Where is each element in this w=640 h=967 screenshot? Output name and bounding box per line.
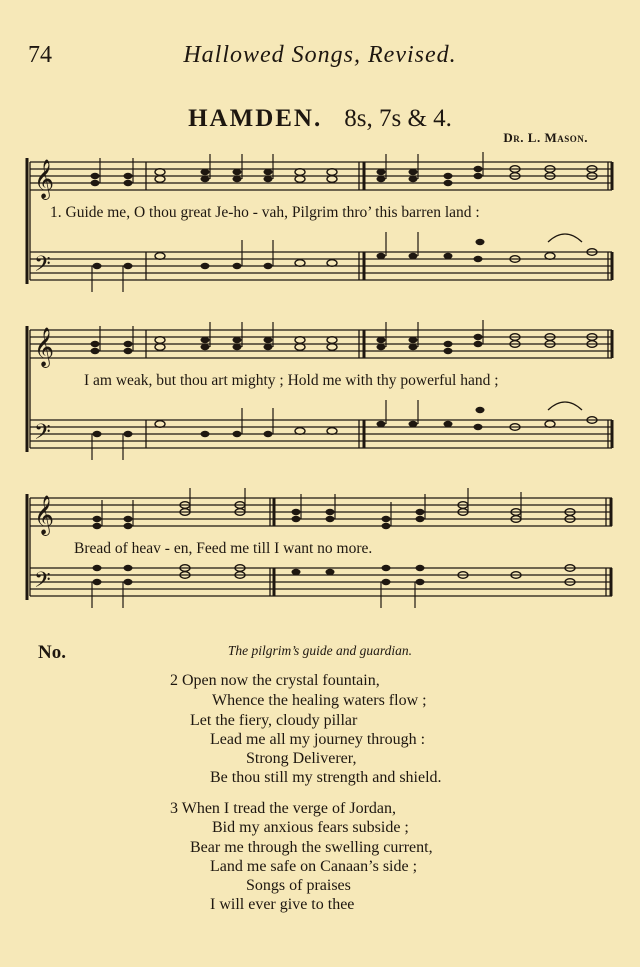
svg-text:𝄞: 𝄞 (34, 327, 55, 367)
tune-meter: 8s, 7s & 4. (344, 105, 452, 132)
music-system-2 (0, 318, 640, 468)
verse-3-line-6: I will ever give to thee (210, 896, 355, 913)
composer: Dr. L. Mason. (503, 130, 588, 145)
verse-2-line-1: 2 Open now the crystal fountain, (170, 672, 380, 689)
lyric-line-2: I am weak, but thou art mighty ; Hold me with thy powerful hand ; (84, 372, 499, 389)
verse-2-line-2: Whence the healing waters flow ; (212, 692, 427, 709)
svg-text:𝄢: 𝄢 (34, 568, 51, 598)
hymn-number-label: No. (38, 642, 66, 663)
book-title: Hallowed Songs, Revised. (183, 42, 457, 68)
verse-3-line-5: Songs of praises (246, 877, 351, 894)
verse-2-line-6: Be thou still my strength and shield. (210, 769, 442, 786)
page-number: 74 (28, 42, 52, 68)
svg-text:𝄞: 𝄞 (34, 159, 55, 199)
svg-text:𝄢: 𝄢 (34, 252, 51, 282)
verse-3-line-4: Land me safe on Canaan’s side ; (210, 858, 418, 875)
tune-title (0, 105, 640, 133)
verse-3-line-1: 3 When I tread the verge of Jordan, (170, 800, 396, 817)
verse-3-line-2: Bid my anxious fears subside ; (212, 819, 409, 836)
svg-text:𝄢: 𝄢 (34, 420, 51, 450)
verse-3-line-3: Bear me through the swelling current, (190, 839, 433, 856)
verse-2-line-4: Lead me all my journey through : (210, 731, 426, 748)
verse-2-line-5: Strong Deliverer, (246, 750, 357, 767)
lyric-line-1: 1. Guide me, O thou great Je-ho - vah, Pilgrim thro’ this barren land : (50, 204, 480, 221)
verse-2-line-3: Let the fiery, cloudy pillar (190, 712, 358, 729)
music-system-1 (0, 150, 640, 300)
svg-text:𝄞: 𝄞 (34, 495, 55, 535)
lyric-line-3: Bread of heav - en, Feed me till I want no more. (74, 540, 373, 557)
tune-name: HAMDEN. (188, 105, 323, 132)
hymn-caption: The pilgrim’s guide and guardian. (227, 643, 413, 658)
